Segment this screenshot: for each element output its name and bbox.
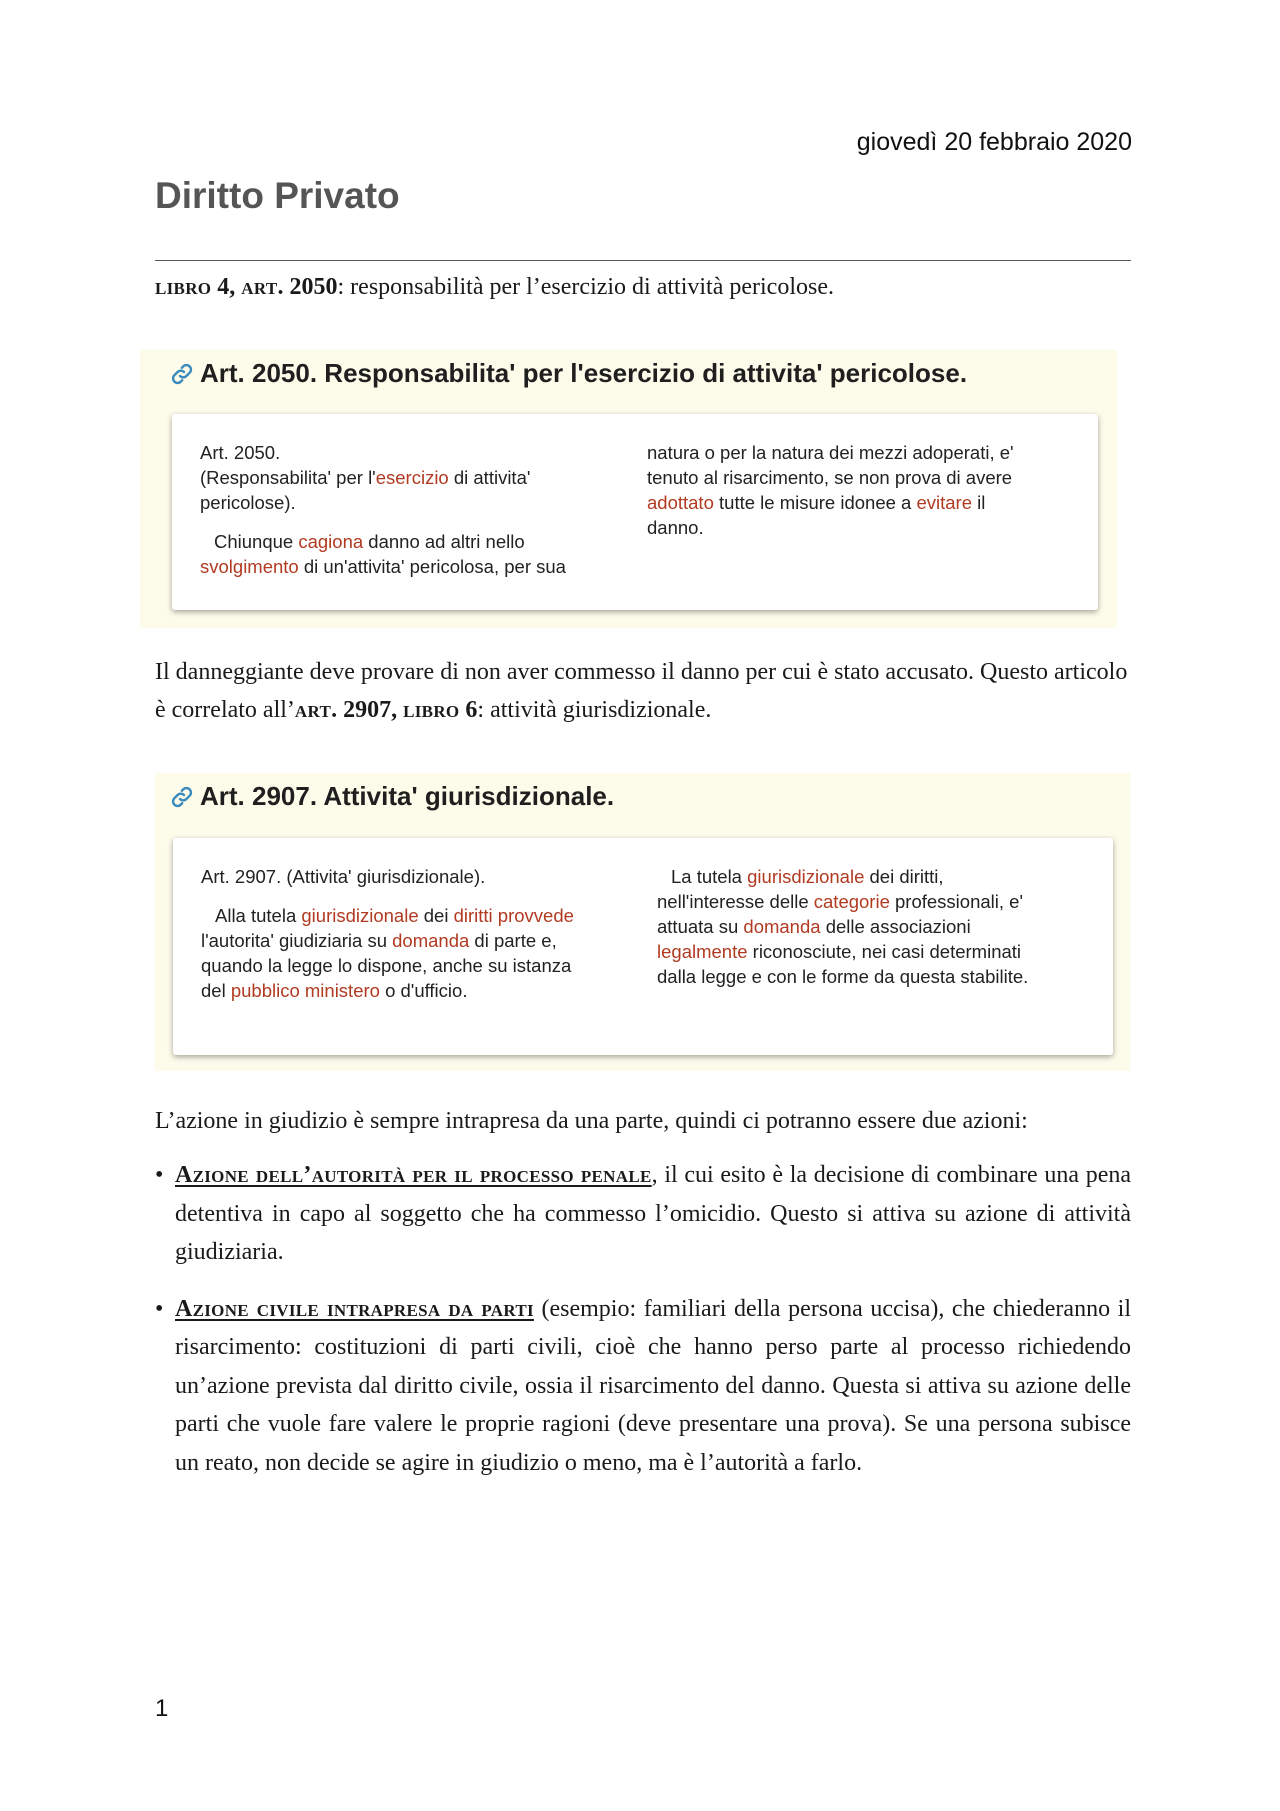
article-2050-panel bbox=[140, 350, 1117, 628]
link-esercizio[interactable]: esercizio bbox=[375, 467, 449, 488]
bullet-icon: • bbox=[155, 1295, 164, 1322]
bullet-icon: • bbox=[155, 1162, 164, 1188]
article-2907-card bbox=[173, 838, 1113, 1055]
document-date: giovedì 20 febbraio 2020 bbox=[856, 128, 1132, 156]
link-domanda-2[interactable]: domanda bbox=[743, 916, 821, 937]
link-svolgimento[interactable]: svolgimento bbox=[200, 556, 299, 577]
document-title: Diritto Privato bbox=[155, 175, 400, 216]
title-divider bbox=[155, 260, 1131, 261]
article-2907-left-column: Art. 2907. (Attivita' giurisdizionale). Alla tutela giurisdizionale dei diritti provvede l'autorita' giudiziaria su domanda di parte e, quando la legge lo dispone, anche su istanza del pubblico ministero o d'ufficio. bbox=[201, 866, 574, 1001]
link-diritti-provvede[interactable]: diritti provvede bbox=[453, 905, 574, 926]
link-icon bbox=[170, 785, 194, 809]
list-item: • Azione dell’autorità per il processo penale, il cui esito è la decisione di combinare una pena detentiva in capo al soggetto che ha commesso l’omicidio. Questo si attiva su azione di attività giudiziaria. bbox=[155, 1156, 1131, 1272]
link-categorie[interactable]: categorie bbox=[813, 891, 890, 912]
article-2050-left-column: Art. 2050. (Responsabilita' per l'esercizio di attivita' pericolose). Chiunque cagiona danno ad altri nello svolgimento di un'attivita' pericolosa, per sua bbox=[200, 442, 566, 577]
link-cagiona[interactable]: cagiona bbox=[298, 531, 364, 552]
link-icon bbox=[170, 362, 194, 386]
link-evitare[interactable]: evitare bbox=[916, 492, 972, 513]
link-giurisdizionale[interactable]: giurisdizionale bbox=[301, 905, 419, 926]
article-2907-panel bbox=[155, 773, 1130, 1071]
page-number: 1 bbox=[155, 1695, 169, 1722]
link-domanda[interactable]: domanda bbox=[392, 930, 470, 951]
article-2907-right-column: La tutela giurisdizionale dei diritti, nell'interesse delle categorie professionali, e' attuata su domanda delle associazioni legalmente riconosciute, nei casi determinati dalla legge e con le forme da questa stabilite. bbox=[657, 866, 1029, 987]
list-item: • Azione civile intrapresa da parti (esempio: familiari della persona uccisa), che chiederanno il risarcimento: costituzioni di parti civili, cioè che hanno perso parte al processo richiedendo un’azione prevista dal diritto civile, ossia il risarcimento del danno. Questa si attiva su azione delle parti che vuole fare valere le proprie ragioni (deve presentare una prova). Se una persona subisce un reato, non decide se agire in giudizio o meno, ma è l’autorità a farlo. bbox=[155, 1290, 1131, 1483]
article-2050-right-column: natura o per la natura dei mezzi adoperati, e' tenuto al risarcimento, se non prova di avere adottato tutte le misure idonee a evitare il danno. bbox=[647, 442, 1014, 538]
link-pubblico-ministero[interactable]: pubblico ministero bbox=[230, 980, 380, 1001]
article-2050-card bbox=[172, 414, 1098, 610]
link-adottato[interactable]: adottato bbox=[647, 492, 714, 513]
action-list bbox=[155, 1156, 1131, 1500]
article-2050-title[interactable]: Art. 2050. Responsabilita' per l'esercizio di attivita' pericolose. bbox=[170, 358, 967, 389]
link-legalmente[interactable]: legalmente bbox=[657, 941, 748, 962]
paragraph-1: Il danneggiante deve provare di non aver commesso il danno per cui è stato accusato. Questo articolo è correlato all’art. 2907, libro 6: attività giurisdizionale. bbox=[155, 659, 1128, 723]
article-2907-title[interactable]: Art. 2907. Attivita' giurisdizionale. bbox=[170, 781, 614, 812]
intro-line: libro 4, art. 2050: responsabilità per l’esercizio di attività pericolose. bbox=[155, 274, 834, 300]
paragraph-2: L’azione in giudizio è sempre intrapresa da una parte, quindi ci potranno essere due azioni: bbox=[155, 1108, 1028, 1134]
link-giurisdizionale-2[interactable]: giurisdizionale bbox=[747, 866, 865, 887]
